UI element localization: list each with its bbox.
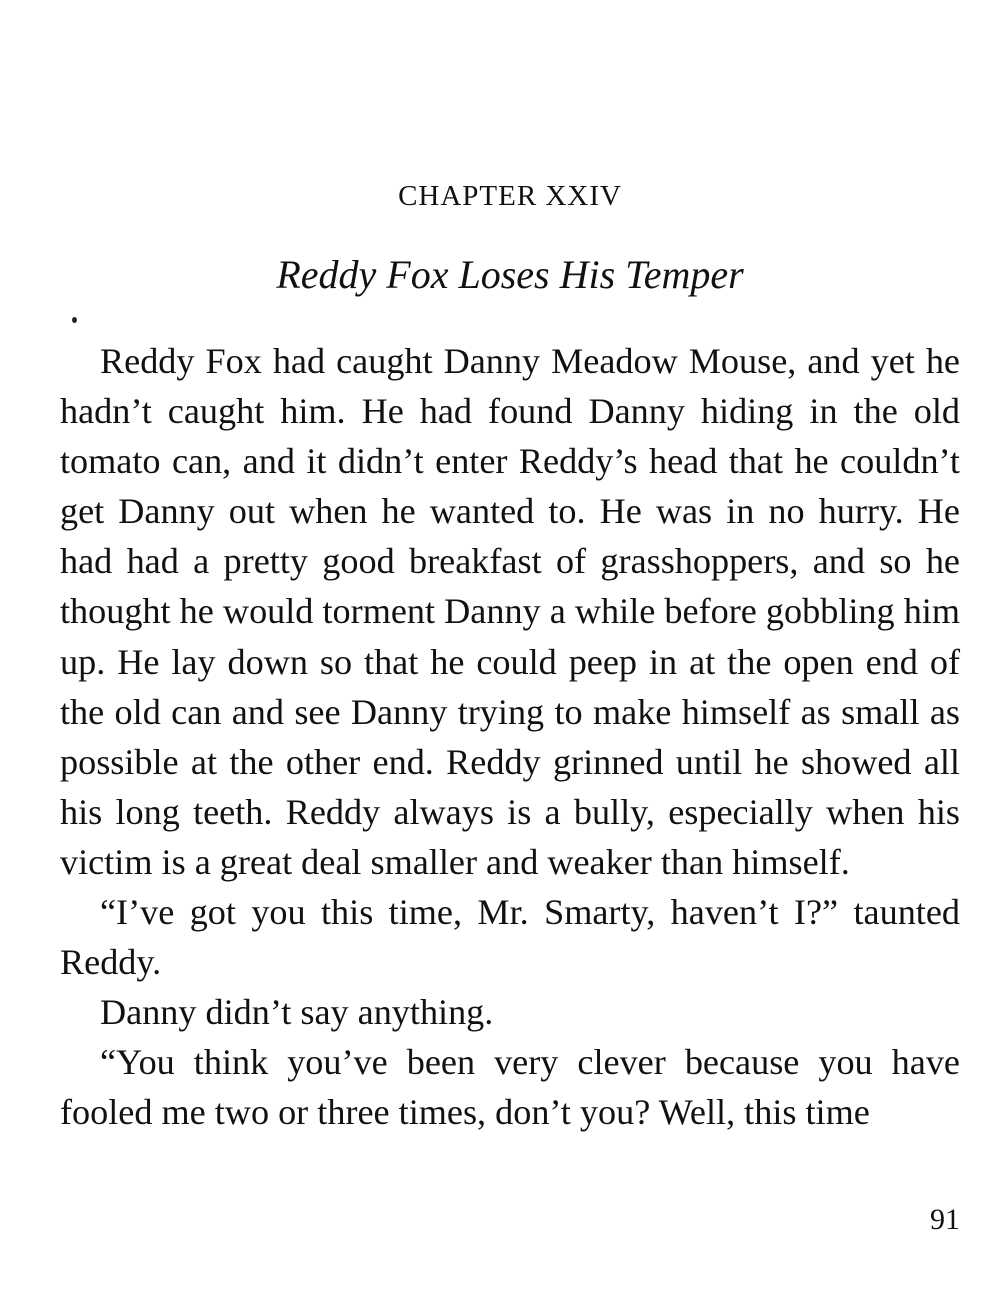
page-number: 91 [930,1203,960,1236]
body-text [60,336,960,1138]
paragraph: “I’ve got you this time, Mr. Smarty, haven’t I?” taunted Reddy. [60,892,960,983]
paragraph: Danny didn’t say anything. [100,992,494,1033]
paragraph: Reddy Fox had caught Danny Meadow Mouse, and yet he hadn’t caught him. He had found Danny hiding in the old tomato can, and it didn’t enter Reddy’s head that he couldn’t get Danny out when he wanted to. He was in no hurry. He had had a pretty good breakfast of grasshoppers, and so he thought he would torment Danny a while before gobbling him up. He lay down so that he could peep in at the open end of the old can and see Danny trying to make himself as small as possible at the other end. Reddy grinned until he showed all his long teeth. Reddy always is a bully, especially when his victim is a great deal smaller and weaker than himself. [60,341,960,882]
ink-speck [72,317,77,323]
paragraph: “You think you’ve been very clever because you have fooled me two or three times, don’t you? Well, this time [60,1042,960,1133]
chapter-label: CHAPTER XXIV [398,180,622,212]
chapter-title: Reddy Fox Loses His Temper [276,252,744,297]
